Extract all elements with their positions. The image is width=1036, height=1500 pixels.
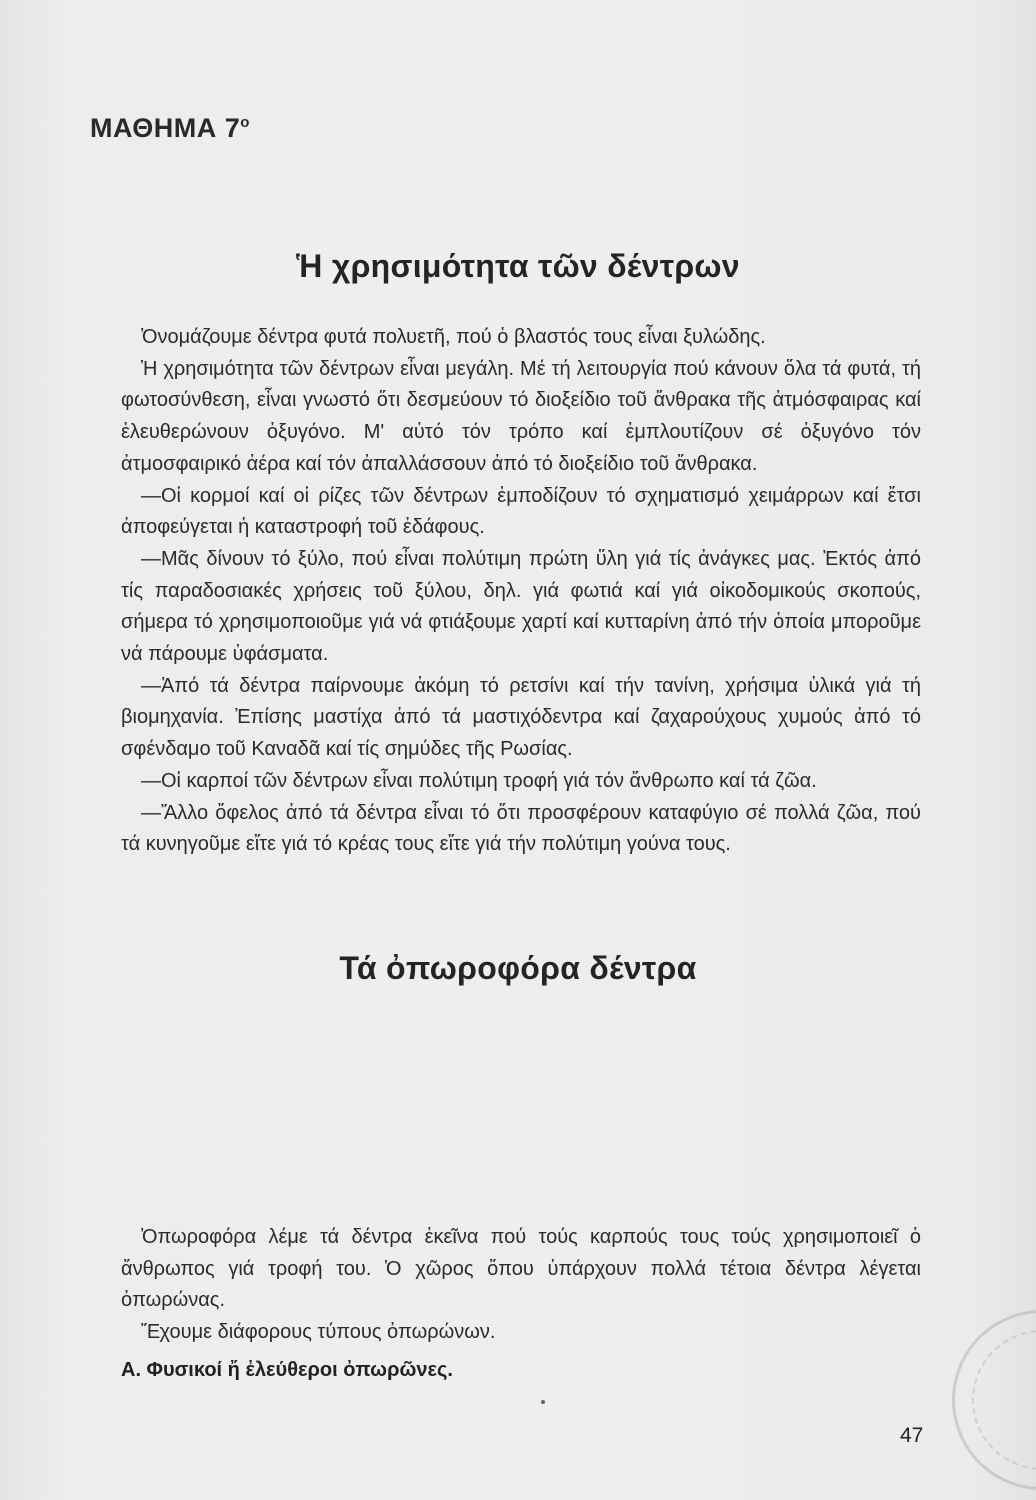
lesson-label: ΜΑΘΗΜΑ 7 (90, 113, 241, 143)
paragraph: Ὀπωροφόρα λέμε τά δέντρα ἐκεῖνα πού τούς καρπούς τους τούς χρησιμοποιεῖ ὁ ἄνθρωπος γιά τροφή του. Ὁ χῶρος ὅπου ὑπάρχουν πολλά τέτοια δέντρα λέγεται ὀπωρώνας. (121, 1226, 921, 1312)
lesson-heading (90, 113, 250, 144)
paragraph: —Ἄλλο ὄφελος ἀπό τά δέντρα εἶναι τό ὅτι προσφέρουν καταφύγιο σέ πολλά ζῶα, πού τά κυνηγοῦμε εἴτε γιά τό κρέας τους εἴτε γιά τήν πολύτιμη γούνα τους. (121, 801, 921, 856)
section-title-usefulness: Ἡ χρησιμότητα τῶν δέντρων (296, 248, 740, 284)
paragraph: Ὀνομάζουμε δέντρα φυτά πολυετῆ, πού ὁ βλαστός τους εἶναι ξυλώδης. (141, 326, 766, 348)
lesson-ordinal-suffix: ο (240, 114, 250, 131)
ink-speck (541, 1400, 545, 1404)
paragraph: Ἔχουμε διάφορους τύπους ὀπωρώνων. (141, 1321, 496, 1344)
paragraph: —Ἀπό τά δέντρα παίρνουμε ἀκόμη τό ρετσίνι καί τήν τανίνη, χρήσιμα ὑλικά γιά τή βιομηχανία. Ἐπίσης μαστίχα ἀπό τά μαστιχόδεντρα καί ζαχαρούχους χυμούς ἀπό τό σφένδαμο τοῦ Καναδᾶ καί τίς σημύδες τῆς Ρωσίας. (121, 674, 921, 761)
section-title-fruit-trees: Τά ὀπωροφόρα δέντρα (339, 950, 697, 986)
section-body-usefulness (121, 322, 921, 861)
paragraph: —Μᾶς δίνουν τό ξύλο, πού εἶναι πολύτιμη πρώτη ὕλη γιά τίς ἀνάγκες μας. Ἐκτός ἀπό τίς παραδοσιακές χρήσεις τοῦ ξύλου, δηλ. γιά φωτιά καί γιά οἰκοδομικούς σκοπούς, σήμερα τό χρησιμοποιοῦμε γιά νά φτιάξουμε χαρτί καί κυτταρίνη ἀπό τήν ὁποία μποροῦμε νά πάρουμε ὑφάσματα. (121, 547, 921, 666)
page-number: 47 (900, 1424, 924, 1447)
paragraph: —Οἱ καρποί τῶν δέντρων εἶναι πολύτιμη τροφή γιά τόν ἄνθρωπο καί τά ζῶα. (141, 769, 817, 792)
paragraph: Ἡ χρησιμότητα τῶν δέντρων εἶναι μεγάλη. Μέ τή λειτουργία πού κάνουν ὅλα τά φυτά, τή φωτοσύνθεση, εἶναι γνωστό ὅτι δεσμεύουν τό διοξείδιο τοῦ ἄνθρακα τῆς ἀτμόσφαιρας καί ἐλευθερώνουν ὀξυγόνο. Μ' αὐτό τόν τρόπο καί ἐμπλουτίζουν σέ ὀξυγόνο τόν ἀτμοσφαιρικό ἀέρα καί τόν ἀπαλλάσσουν ἀπό τό διοξείδιο τοῦ ἄνθρακα. (121, 357, 921, 475)
section-body-fruit-trees (121, 1222, 921, 1349)
paragraph: —Οἱ κορμοί καί οἱ ρίζες τῶν δέντρων ἐμποδίζουν τό σχηματισμό χειμάρρων καί ἔτσι ἀποφεύγεται ἡ καταστροφή τοῦ ἐδάφους. (121, 484, 921, 539)
subheading-natural-orchards: Α. Φυσικοί ἤ ἐλεύθεροι ὀπωρῶνες. (121, 1359, 453, 1381)
